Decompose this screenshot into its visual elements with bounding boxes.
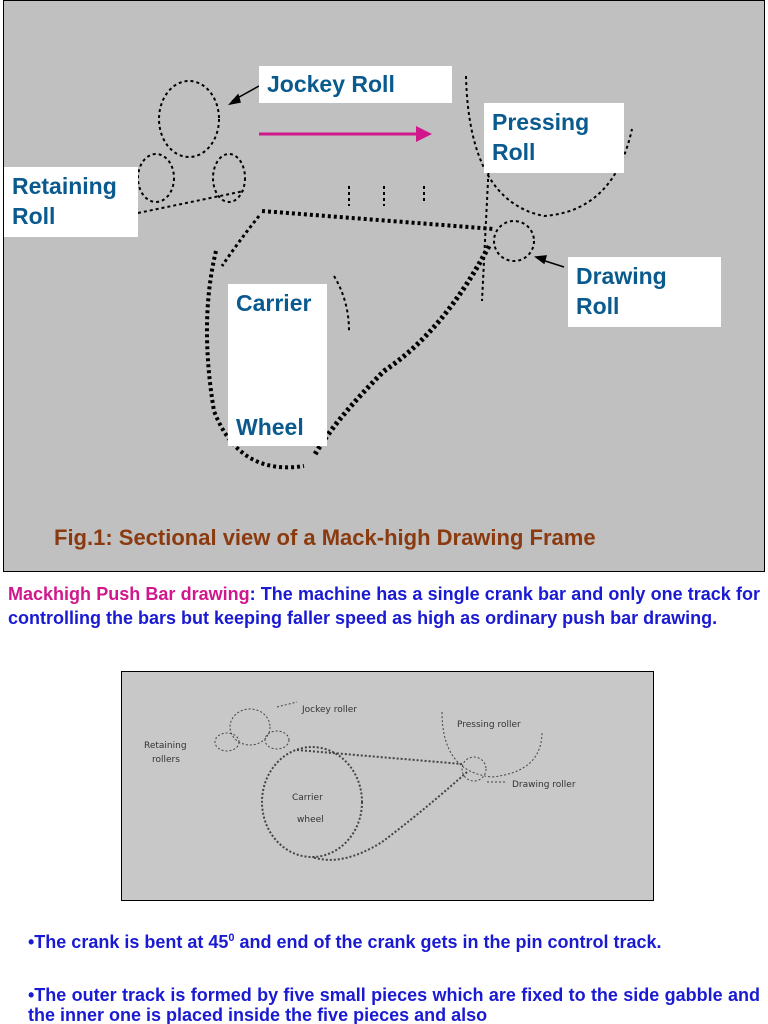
retaining-roll-label: Retaining Roll — [4, 167, 138, 237]
term-mackhigh: Mackhigh Push Bar drawing — [8, 584, 250, 604]
figure-2 — [121, 671, 654, 901]
bullet-item: •The crank is bent at $45^0$ and end of the crank gets in the pin control track. — [28, 932, 662, 952]
jockey-roll-label: Jockey Roll — [259, 66, 452, 103]
direction-arrow-icon — [259, 126, 432, 142]
drawing-frame-sketch-2 — [122, 672, 655, 902]
drawing-roll-label: Drawing Roll — [568, 257, 721, 327]
description-paragraph — [8, 582, 760, 630]
fig2-pressing-label: Pressing roller — [457, 720, 521, 730]
paragraph-text: : The machine has a single crank bar and only one track for controlling the bars but keeping faller speed as high as ordinary push bar drawing. — [8, 584, 760, 628]
figure-1 — [3, 0, 765, 572]
fig2-carrier-label-1: Carrier — [292, 793, 323, 803]
bullet-item: •The outer track is formed by five small pieces which are fixed to the side gabble and the inner one is placed inside the five pieces and also — [28, 985, 760, 1024]
figure-1-caption: Fig.1: Sectional view of a Mack-high Drawing Frame — [54, 525, 596, 550]
fig2-retaining-label-2: rollers — [152, 755, 180, 765]
fig2-drawing-label: Drawing roller — [512, 780, 576, 790]
fig2-retaining-label-1: Retaining — [144, 741, 187, 751]
carrier-wheel-label: Carrier Wheel — [228, 284, 327, 446]
fig2-carrier-label-2: wheel — [297, 815, 324, 825]
fig2-jockey-label: Jockey roller — [302, 705, 357, 715]
pressing-roll-label: Pressing Roll — [484, 103, 624, 173]
